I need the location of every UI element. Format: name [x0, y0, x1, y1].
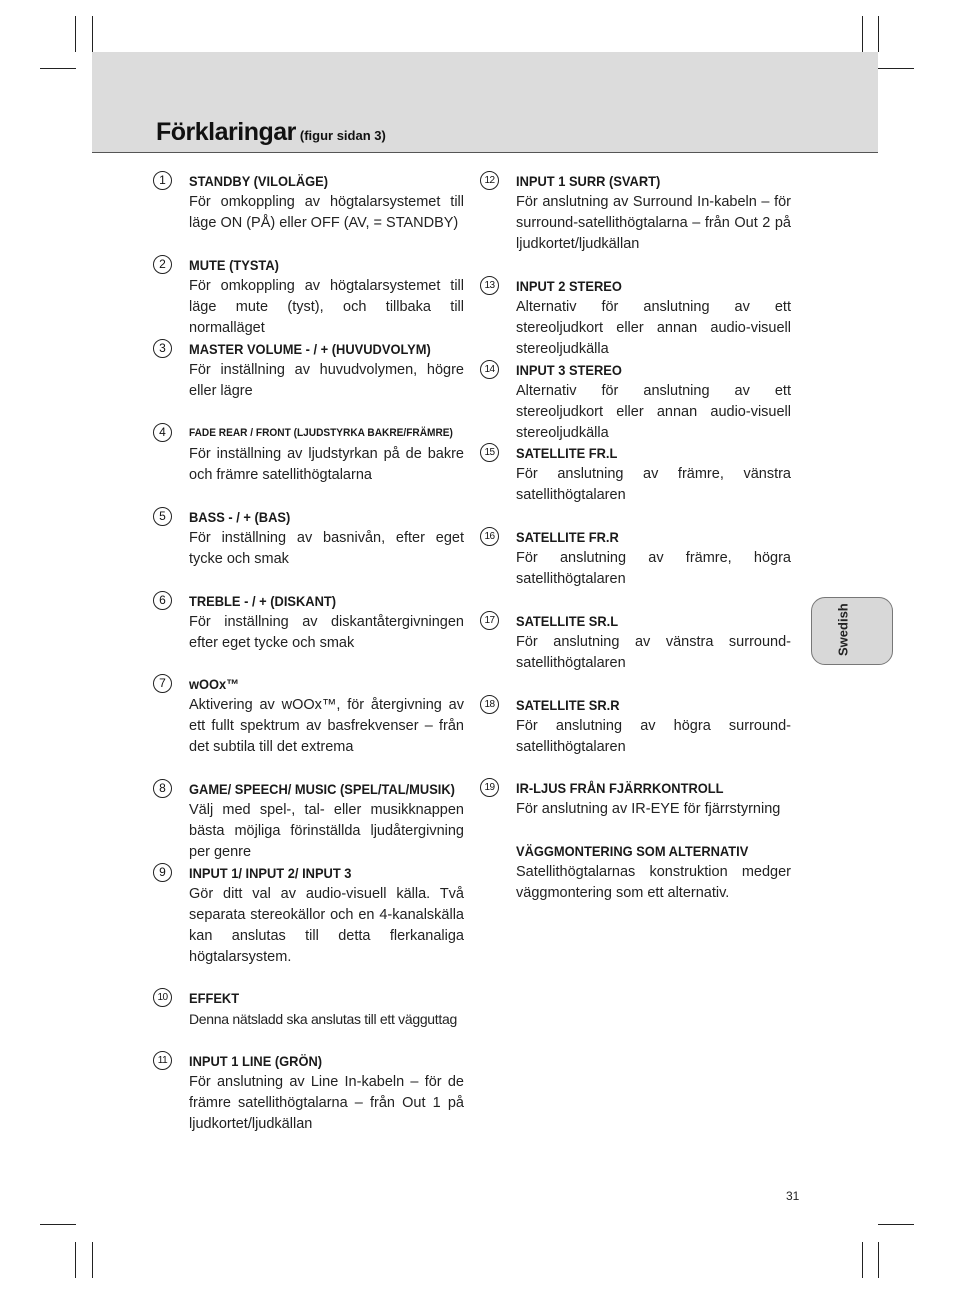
item-description: Denna nätsladd ska anslutas till ett vägguttag: [189, 1011, 457, 1027]
legend-item: [157, 988, 464, 1030]
page-title-text: Förklaringar: [156, 118, 296, 146]
item-heading: SATELLITE FR.L: [516, 445, 618, 461]
page-title: [156, 118, 386, 147]
item-description: För inställning av ljudstyrkan på de bakre och främre satellithögtalarna: [189, 446, 464, 483]
item-heading: SATELLITE SR.L: [516, 613, 619, 629]
crop-mark: [878, 1224, 914, 1225]
item-number: 7: [153, 674, 172, 693]
item-description: För omkoppling av högtalarsystemet till läge ON (PÅ) eller OFF (AV, = STANDBY): [189, 194, 464, 231]
item-number: 16: [480, 527, 499, 546]
item-description: Välj med spel-, tal- eller musikknappen bästa möjliga förinställda ljudåtergivning per genre: [189, 802, 464, 860]
legend-item: [159, 863, 464, 968]
legend-item: [484, 778, 791, 820]
item-description: Aktivering av wOOx™, för återgivning av ett fullt spektrum av basfrekvenser – från det subtila till det extrema: [189, 697, 464, 755]
wall-mount-heading: VÄGGMONTERING SOM ALTERNATIV: [516, 843, 749, 859]
item-number: 18: [480, 695, 499, 714]
crop-mark: [92, 16, 93, 52]
legend-item: [159, 674, 464, 758]
item-heading: INPUT 1 LINE (GRÖN): [189, 1053, 323, 1069]
language-tab-label: Swedish: [835, 603, 851, 656]
legend-item: [484, 443, 791, 506]
item-description: För anslutning av Line In-kabeln – för de främre satellithögtalarna – från Out 1 på ljudkortet/ljudkällan: [189, 1074, 464, 1132]
item-number: 15: [480, 443, 499, 462]
wall-mount-description: Satellithögtalarnas konstruktion medger väggmontering som ett alternativ.: [516, 864, 791, 901]
item-number: 10: [153, 988, 172, 1007]
item-heading: IR-LJUS FRÅN FJÄRRKONTROLL: [516, 780, 724, 796]
item-heading: INPUT 1/ INPUT 2/ INPUT 3: [189, 865, 352, 881]
item-heading: BASS - / + (BAS): [189, 509, 291, 525]
item-heading: INPUT 3 STEREO: [516, 362, 622, 378]
item-heading: GAME/ SPEECH/ MUSIC (SPEL/TAL/MUSIK): [189, 781, 455, 797]
crop-mark: [75, 1242, 76, 1278]
item-heading: MUTE (TYSTA): [189, 257, 279, 273]
crop-mark: [40, 1224, 76, 1225]
legend-item: [484, 611, 791, 674]
item-number: 9: [153, 863, 172, 882]
item-heading: SATELLITE SR.R: [516, 697, 620, 713]
item-description: För anslutning av högra surround-satellithögtalaren: [516, 718, 791, 755]
item-number: 3: [153, 339, 172, 358]
item-number: 2: [153, 255, 172, 274]
item-description: För anslutning av Surround In-kabeln – för surround-satellithögtalarna – från Out 2 på ljudkortet/ljudkällan: [516, 194, 791, 252]
item-number: 6: [153, 591, 172, 610]
item-number: 4: [153, 423, 172, 442]
legend-item: [484, 695, 791, 758]
legend-item: [159, 591, 464, 654]
item-description: För inställning av huvudvolymen, högre eller lägre: [189, 362, 464, 399]
item-number: 11: [153, 1051, 172, 1070]
crop-mark: [92, 1242, 93, 1278]
item-description: Alternativ för anslutning av ett stereoljudkort eller annan audio-visuell stereoljudkälla: [516, 383, 791, 441]
item-number: 5: [153, 507, 172, 526]
crop-mark: [75, 16, 76, 52]
item-number: 8: [153, 779, 172, 798]
legend-item: [484, 171, 791, 255]
item-description: För anslutning av IR-EYE för fjärrstyrning: [516, 801, 781, 817]
item-heading: wOOx™: [189, 676, 240, 692]
item-heading: FADE REAR / FRONT (LJUDSTYRKA BAKRE/FRÄMRE): [189, 427, 453, 439]
item-heading: INPUT 1 SURR (SVART): [516, 173, 661, 189]
item-heading: INPUT 2 STEREO: [516, 278, 622, 294]
item-heading: STANDBY (VILOLÄGE): [189, 173, 329, 189]
legend-item: [484, 360, 791, 444]
item-description: Alternativ för anslutning av ett stereoljudkort eller annan audio-visuell stereoljudkälla: [516, 299, 791, 357]
item-number: 14: [480, 360, 499, 379]
crop-mark: [40, 68, 76, 69]
crop-mark: [878, 16, 879, 52]
item-number: 12: [480, 171, 499, 190]
item-number: 1: [153, 171, 172, 190]
legend-item: [157, 1051, 464, 1135]
wall-mount-section: [516, 841, 791, 904]
header-band: [92, 52, 878, 153]
language-tab: [811, 597, 893, 665]
item-description: För omkoppling av högtalarsystemet till läge mute (tyst), och tillbaka till normalläget: [189, 278, 464, 336]
legend-item: [159, 255, 464, 339]
item-description: För anslutning av främre, vänstra satellithögtalaren: [516, 466, 791, 503]
item-description: För inställning av diskantåtergivningen efter eget tycke och smak: [189, 614, 464, 651]
crop-mark: [862, 1242, 863, 1278]
legend-item: [484, 527, 791, 590]
legend-item: [159, 507, 464, 570]
item-description: För inställning av basnivån, efter eget tycke och smak: [189, 530, 464, 567]
legend-item: [159, 339, 464, 402]
item-heading: MASTER VOLUME - / + (HUVUDVOLYM): [189, 341, 431, 357]
page-number: 31: [786, 1189, 800, 1203]
legend-item: [484, 276, 791, 360]
legend-item: [159, 171, 464, 234]
item-description: För anslutning av vänstra surround-satellithögtalaren: [516, 634, 791, 671]
item-description: För anslutning av främre, högra satellithögtalaren: [516, 550, 791, 587]
crop-mark: [878, 68, 914, 69]
item-number: 19: [480, 778, 499, 797]
legend-item: [159, 779, 464, 863]
item-number: 17: [480, 611, 499, 630]
item-heading: TREBLE - / + (DISKANT): [189, 593, 337, 609]
legend-item: [159, 423, 464, 486]
page-subtitle: (figur sidan 3): [299, 128, 386, 143]
item-number: 13: [480, 276, 499, 295]
item-heading: SATELLITE FR.R: [516, 529, 619, 545]
item-description: Gör ditt val av audio-visuell källa. Två separata stereokällor och en 4-kanalskälla kan anslutas till detta flerkanaliga högtalarsystem.: [189, 886, 464, 965]
crop-mark: [878, 1242, 879, 1278]
item-heading: EFFEKT: [189, 990, 240, 1006]
crop-mark: [862, 16, 863, 52]
